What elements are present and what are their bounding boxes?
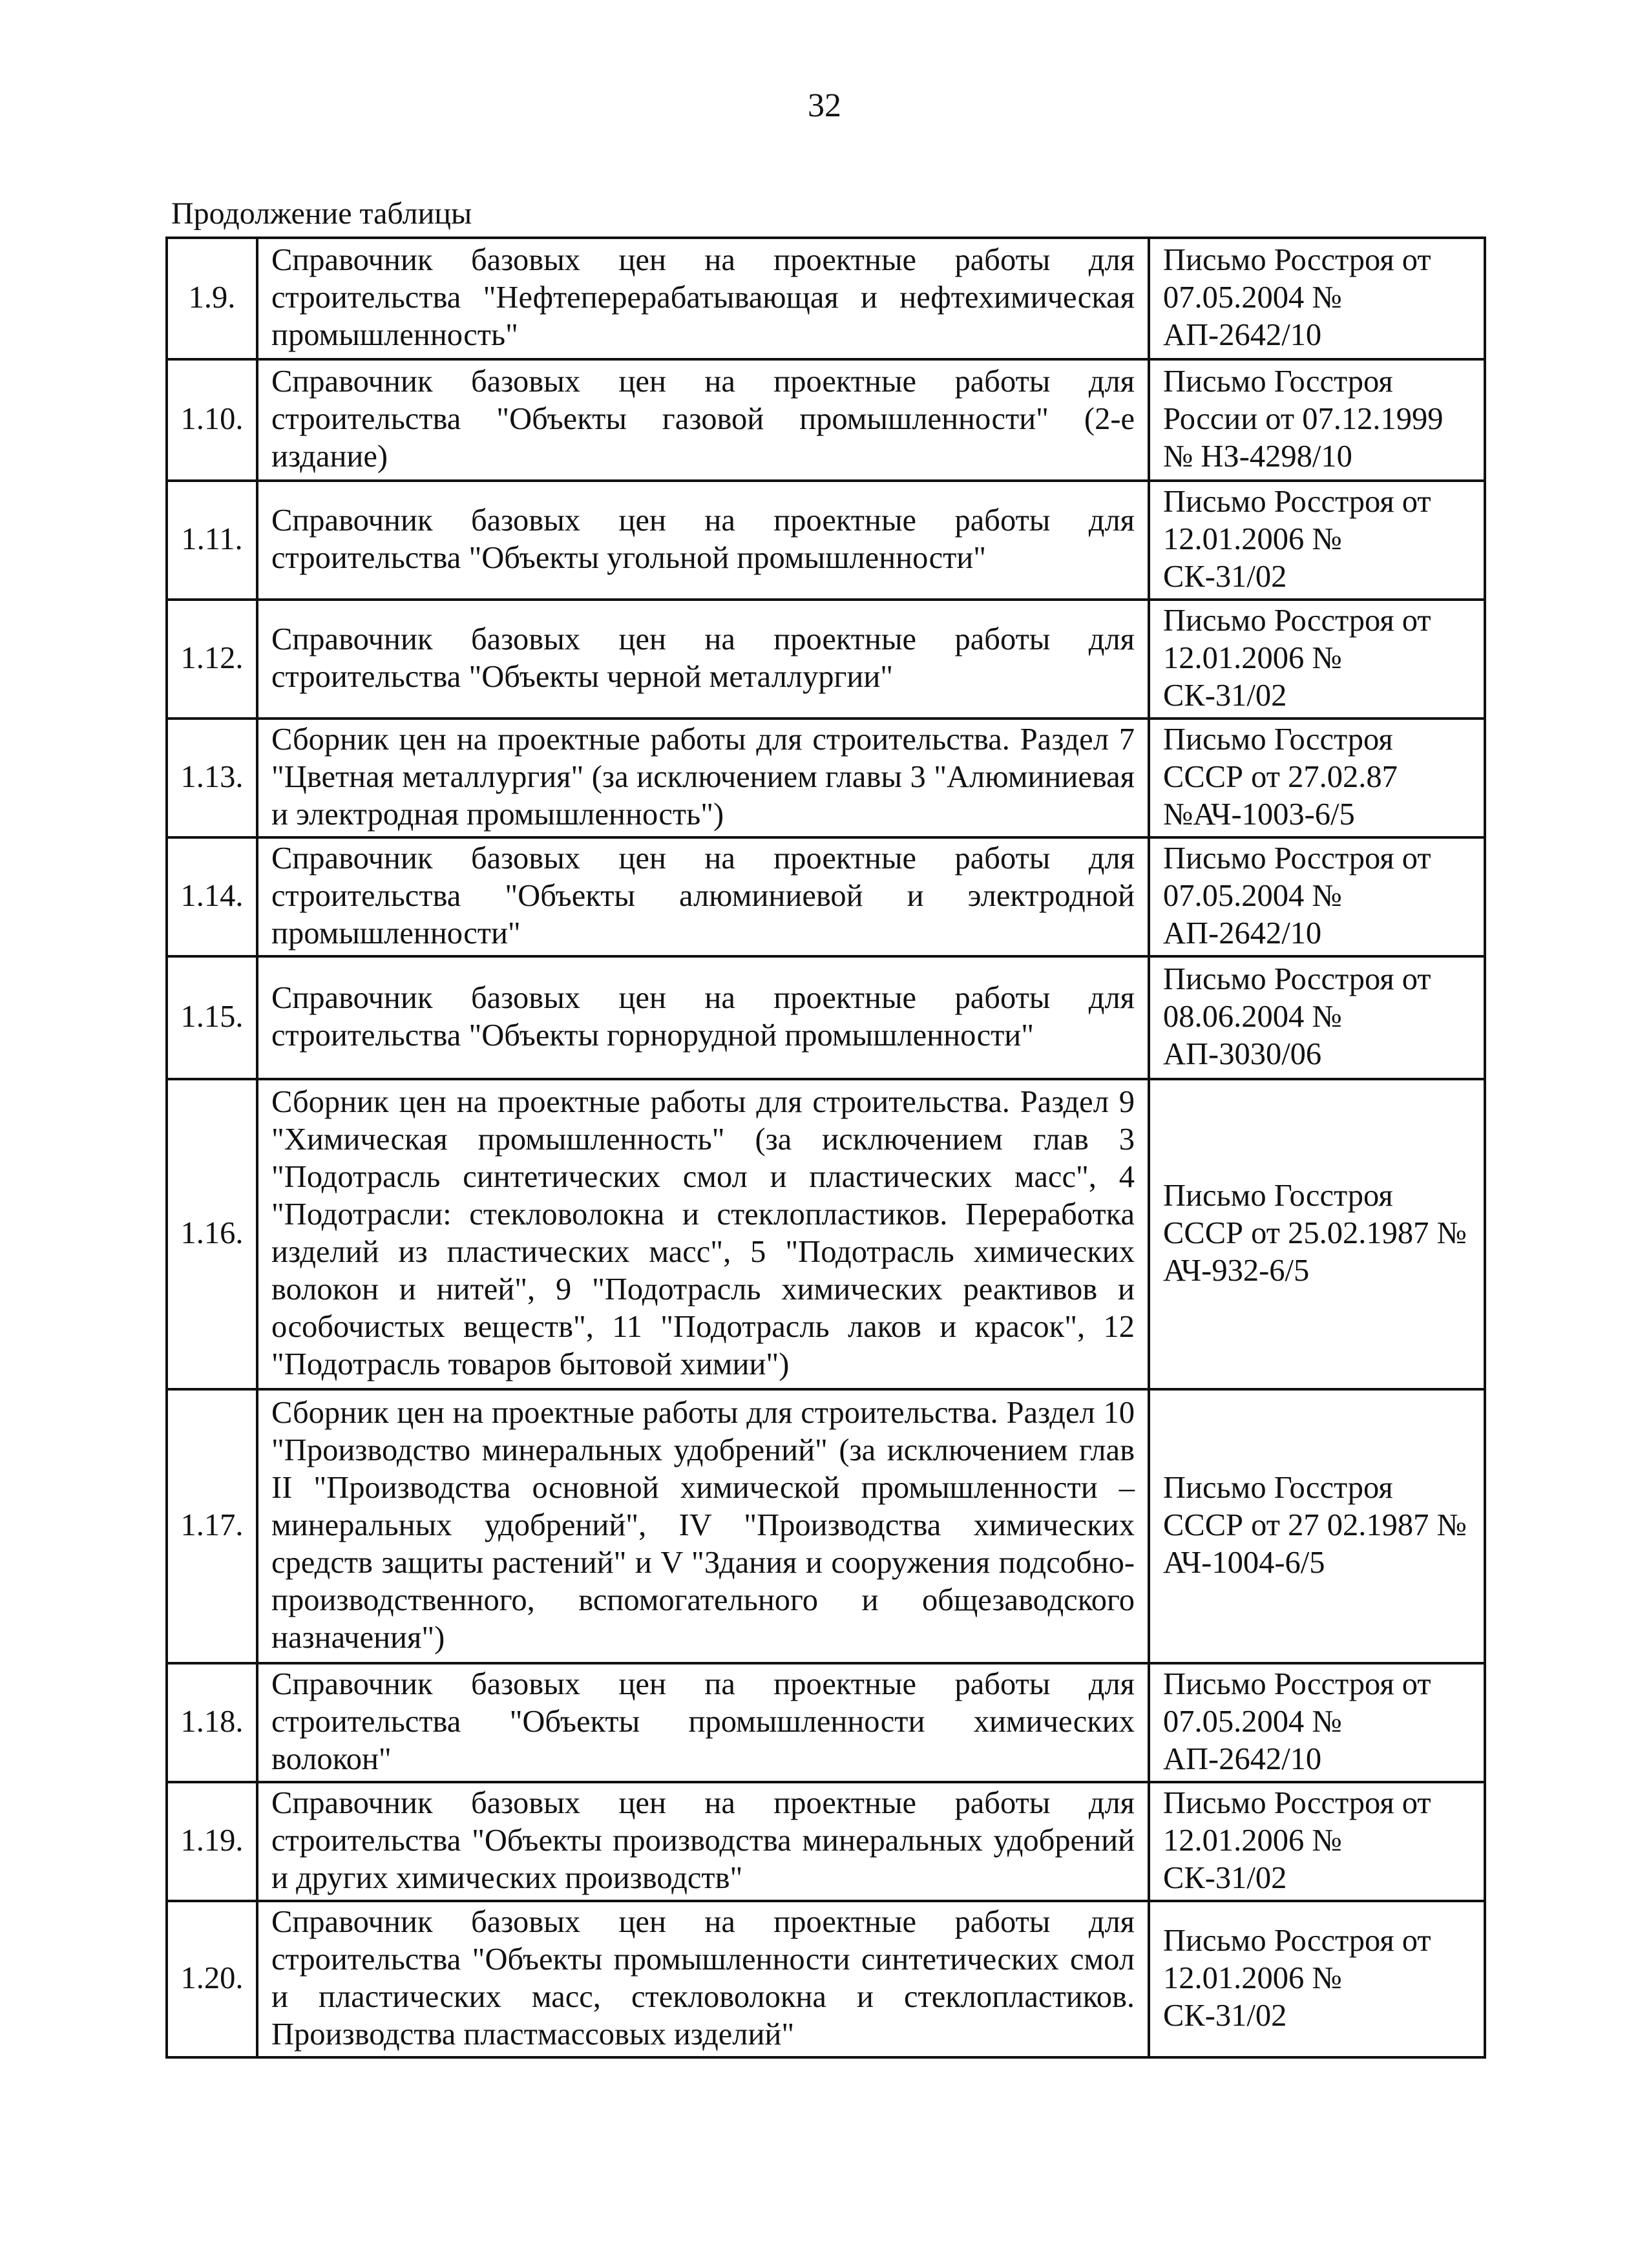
table-row [167,600,1485,719]
document-table [165,236,1486,2059]
row-number: 1.16. [167,1079,257,1389]
row-number: 1.17. [167,1389,257,1663]
row-title: Справочник базовых цен на проектные работы для строительства "Объекты угольной промышленности" [257,481,1149,600]
row-number: 1.18. [167,1663,257,1782]
table-row [167,1663,1485,1782]
row-title: Справочник базовых цен па проектные работы для строительства "Объекты промышленности химических волокон" [257,1663,1149,1782]
row-number: 1.14. [167,837,257,956]
row-number: 1.15. [167,956,257,1079]
row-title: Сборник цен на проектные работы для строительства. Раздел 7 "Цветная металлургия" (за исключением главы 3 "Алюминиевая и электродная промышленность") [257,719,1149,837]
row-title: Сборник цен на проектные работы для строительства. Раздел 9 "Химическая промышленность" (за исключением глав 3 "Подотрасль синтетических смол и пластических масс", 4 "Подотрасли: стекловолокна и стеклопластиков. Переработка изделий из пластических масс", 5 "Подотрасль химических волокон и нитей", 9 "Подотрасль химических реактивов и особочистых веществ", 11 "Подотрасль лаков и красок", 12 "Подотрасль товаров бытовой химии") [257,1079,1149,1389]
row-title: Справочник базовых цен на проектные работы для строительства "Объекты горнорудной промышленности" [257,956,1149,1079]
row-title: Справочник базовых цен на проектные работы для строительства "Нефтеперерабатывающая и нефтехимическая промышленность" [257,238,1149,359]
row-number: 1.9. [167,238,257,359]
row-reference: Письмо Росстроя от 12.01.2006 № СК-31/02 [1149,481,1485,600]
row-number: 1.10. [167,359,257,481]
row-title: Справочник базовых цен на проектные работы для строительства "Объекты черной металлургии" [257,600,1149,719]
row-reference: Письмо Росстроя от 07.05.2004 № АП-2642/10 [1149,1663,1485,1782]
row-number: 1.19. [167,1782,257,1901]
row-title: Справочник базовых цен на проектные работы для строительства "Объекты газовой промышленности" (2-е издание) [257,359,1149,481]
row-reference: Письмо Госстроя СССР от 25.02.1987 № АЧ-932-6/5 [1149,1079,1485,1389]
row-reference: Письмо Госстроя СССР от 27 02.1987 № АЧ-1004-6/5 [1149,1389,1485,1663]
table-row [167,837,1485,956]
row-title: Сборник цен на проектные работы для строительства. Раздел 10 "Производство минеральных удобрений" (за исключением глав II "Производства основной химической промышленности – минеральных удобрений", IV "Производства химических средств защиты растений" и V "Здания и сооружения подсобно-производственного, вспомогательного и общезаводского назначения") [257,1389,1149,1663]
continuation-label: Продолжение таблицы [171,196,472,231]
table-row [167,719,1485,837]
row-reference: Письмо Росстроя от 12.01.2006 № СК-31/02 [1149,1901,1485,2057]
row-reference: Письмо Росстроя от 07.05.2004 № АП-2642/10 [1149,837,1485,956]
table-row [167,1079,1485,1389]
row-number: 1.12. [167,600,257,719]
table-row [167,1901,1485,2057]
row-reference: Письмо Росстроя от 08.06.2004 № АП-3030/06 [1149,956,1485,1079]
row-title: Справочник базовых цен на проектные работы для строительства "Объекты алюминиевой и электродной промышленности" [257,837,1149,956]
row-number: 1.20. [167,1901,257,2057]
table-row [167,1389,1485,1663]
row-number: 1.13. [167,719,257,837]
table-row [167,956,1485,1079]
row-reference: Письмо Госстроя России от 07.12.1999 № НЗ-4298/10 [1149,359,1485,481]
row-number: 1.11. [167,481,257,600]
table-row [167,359,1485,481]
row-reference: Письмо Росстроя от 12.01.2006 № СК-31/02 [1149,600,1485,719]
row-reference: Письмо Росстроя от 12.01.2006 № СК-31/02 [1149,1782,1485,1901]
page-number: 32 [808,87,841,124]
row-title: Справочник базовых цен на проектные работы для строительства "Объекты промышленности синтетических смол и пластических масс, стекловолокна и стеклопластиков. Производства пластмассовых изделий" [257,1901,1149,2057]
row-reference: Письмо Росстроя от 07.05.2004 № АП-2642/10 [1149,238,1485,359]
table-row [167,238,1485,359]
row-title: Справочник базовых цен на проектные работы для строительства "Объекты производства минеральных удобрений и других химических производств" [257,1782,1149,1901]
table-row [167,481,1485,600]
table-row [167,1782,1485,1901]
row-reference: Письмо Госстроя СССР от 27.02.87 №АЧ-1003-6/5 [1149,719,1485,837]
